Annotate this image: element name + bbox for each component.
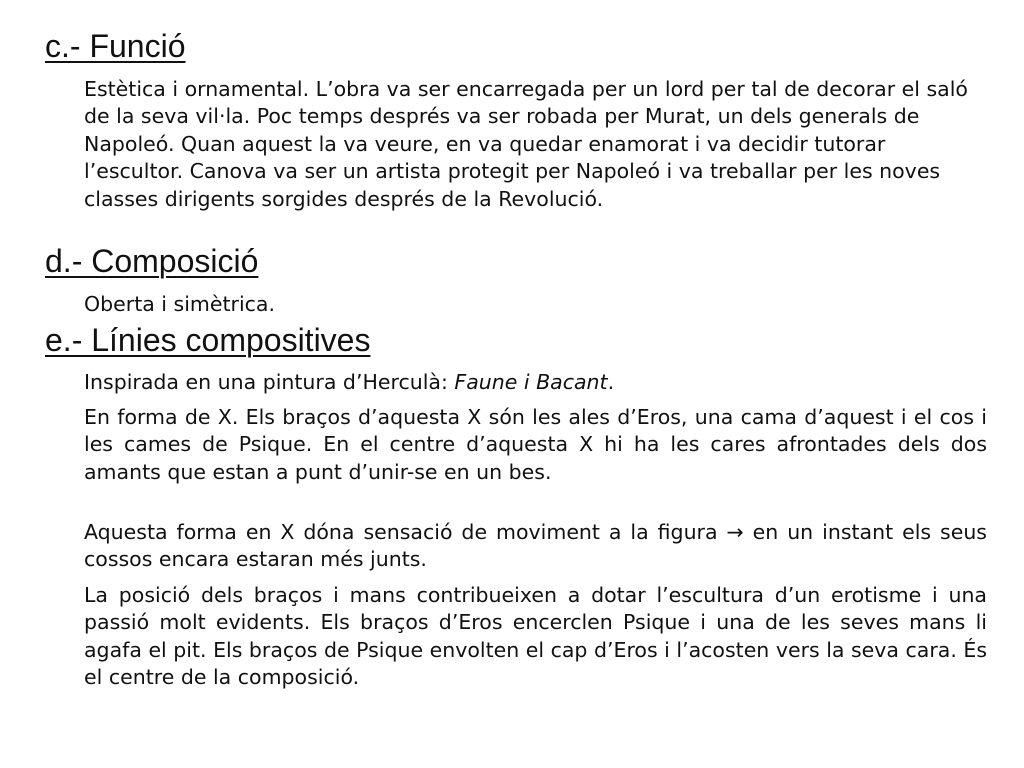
paragraph-funcio: Estètica i ornamental. L’obra va ser encarregada per un lord per tal de decorar el saló de la seva vil·la. Poc temps després va ser robada per Murat, un dels generals de Napoleó. Quan aquest la va veure, en va quedar enamorat i va decidir tutorar l’escultor. Canova va ser un artista protegit per Napoleó i va treballar per les noves classes dirigents sorgides després de la Revolució. — [84, 77, 968, 211]
paragraph-forma-x: En forma de X. Els braços d’aquesta X són les ales d’Eros, una cama d’aquest i el cos i les cames de Psique. En el centre d’aquesta X hi ha les cares afrontades dels dos amants que estan a punt d’unir-se en un bes. — [84, 405, 987, 484]
paragraph-moviment: Aquesta forma en X dóna sensació de moviment a la figura → en un instant els seus cossos encara estaran més junts. — [84, 520, 987, 572]
paragraph-posicio: La posició dels braços i mans contribueixen a dotar l’escultura d’un erotisme i una passió molt evidents. Els braços d’Eros encerclen Psique i una de les seves mans li agafa el pit. Els braços de Psique envolten el cap d’Eros i l’acosten vers la seva cara. És el centre de la composició. — [84, 583, 987, 690]
work-title: Faune i Bacant — [454, 370, 608, 394]
paragraph-composicio: Oberta i simètrica. — [84, 292, 275, 316]
section-title-composicio: d.- Composició — [45, 243, 259, 279]
inspired-period: . — [607, 370, 615, 394]
section-title-linies-compositives: e.- Línies compositives — [45, 322, 371, 358]
inspired-text: Inspirada en una pintura d’Herculà: — [84, 370, 455, 394]
paragraph-inspirada — [84, 369, 987, 396]
section-title-funcio: c.- Funció — [45, 28, 186, 64]
